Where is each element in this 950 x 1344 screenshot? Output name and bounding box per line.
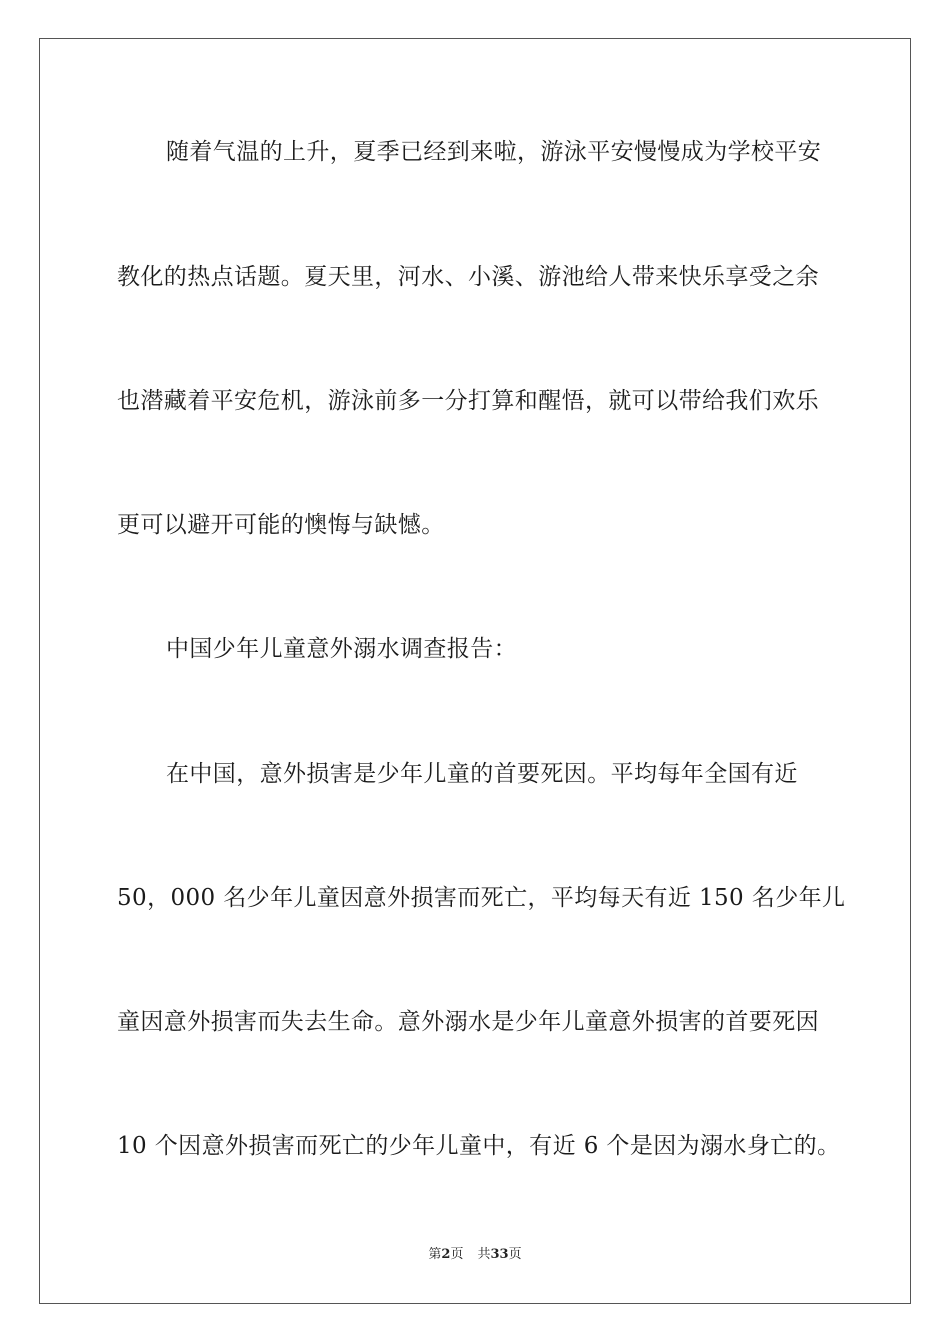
- paragraph-line: 中国少年儿童意外溺水调查报告：: [166, 636, 517, 662]
- paragraph-line: 更可以避开可能的懊悔与缺憾。: [117, 512, 445, 538]
- page-footer: [0, 1246, 950, 1264]
- paragraph-line: 在中国，意外损害是少年儿童的首要死因。平均每年全国有近: [166, 761, 798, 787]
- footer-total-suffix: 页: [508, 1247, 522, 1262]
- page-border: [39, 38, 911, 1304]
- paragraph-line: 随着气温的上升，夏季已经到来啦，游泳平安慢慢成为学校平安: [166, 139, 822, 165]
- footer-prefix: 第: [428, 1247, 442, 1262]
- paragraph-line: 童因意外损害而失去生命。意外溺水是少年儿童意外损害的首要死因: [117, 1009, 819, 1035]
- current-page-number: 2: [441, 1247, 451, 1262]
- total-page-count: 33: [490, 1247, 509, 1262]
- paragraph-line: 10 个因意外损害而死亡的少年儿童中，有近 6 个是因为溺水身亡的。: [117, 1133, 841, 1159]
- paragraph-line: 也潜藏着平安危机，游泳前多一分打算和醒悟，就可以带给我们欢乐: [117, 388, 819, 414]
- footer-total-prefix: 共: [477, 1247, 491, 1262]
- paragraph-line: 教化的热点话题。夏天里，河水、小溪、游池给人带来快乐享受之余: [117, 264, 819, 290]
- footer-page-suffix: 页: [450, 1247, 464, 1262]
- paragraph-line: 50，000 名少年儿童因意外损害而死亡，平均每天有近 150 名少年儿: [117, 885, 846, 911]
